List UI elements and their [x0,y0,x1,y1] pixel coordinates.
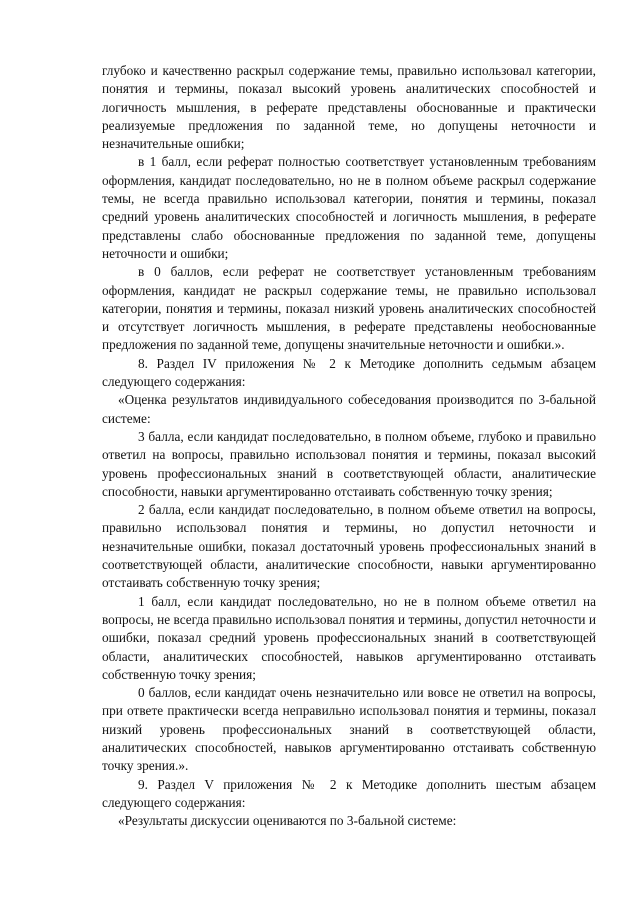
paragraph-interview-1-point: 1 балл, если кандидат последовательно, но не в полном объеме ответил на вопросы, не всегда правильно использовал понятия и термины, допустил неточности и ошибки, показал средний уровень профессиональных знаний в соответствующей области, аналитических способностей, навыков аргументированно отстаивать собственную точку зрения; [102,593,596,682]
paragraph-interview-0-points: 0 баллов, если кандидат очень незначительно или вовсе не ответил на вопросы, при ответе практически всегда неправильно использовал понятия и термины, показал низкий уровень профессиональных знаний в соответствующей области, аналитических способностей, навыков аргументированно отстаивать собственную точку зрения.». [102,685,596,774]
paragraph-interview-3-points: 3 балла, если кандидат последовательно, в полном объеме, глубоко и правильно ответил на вопросы, правильно использовал понятия и термины, показал высокий уровень профессиональных знаний в соответствующей области, аналитические способности, навыки аргументированно отстаивать собственную точку зрения; [102,428,596,499]
paragraph-item-8: 8. Раздел IV приложения № 2 к Методике дополнить седьмым абзацем следующего содержания: [102,355,596,390]
paragraph-interview-2-points: 2 балла, если кандидат последовательно, в полном объеме ответил на вопросы, правильно использовал понятия и термины, но допустил неточности и незначительные ошибки, показал достаточный уровень профессиональных знаний в соответствующей области, аналитические способности, навыки аргументированно отстаивать собственную точку зрения; [102,502,596,591]
paragraph-discussion-intro: «Результаты дискуссии оцениваются по 3-бальной системе: [118,813,457,829]
paragraph-item-9: 9. Раздел V приложения № 2 к Методике дополнить шестым абзацем следующего содержания: [102,776,596,810]
paragraph-interview-intro: «Оценка результатов индивидуального собеседования производится по 3-бальной системе: [102,392,596,426]
document-body [102,62,596,830]
paragraph-continuation: глубоко и качественно раскрыл содержание темы, правильно использовал категории, понятия и термины, показал высокий уровень аналитических способностей и логичность мышления, в реферате представлены обоснованные и практически реализуемые предложения по заданной теме, но допущены неточности и незначительные ошибки; [102,63,596,152]
paragraph-1-point: в 1 балл, если реферат полностью соответствует установленным требованиям оформления, кандидат последовательно, но не в полном объеме раскрыл содержание темы, не всегда правильно использовал категории, понятия и термины, показал средний уровень аналитических способностей и логичность мышления, в реферате представлены слабо обоснованные предложения по заданной теме, допущены неточности и ошибки; [102,154,596,261]
paragraph-0-points: в 0 баллов, если реферат не соответствует установленным требованиям оформления, кандидат не раскрыл содержание темы, не правильно использовал категории, понятия и термины, показал низкий уровень аналитических способностей и отсутствует логичность мышления, в реферате представлены необоснованные предложения по заданной теме, допущены значительные неточности и ошибки.». [102,264,596,353]
